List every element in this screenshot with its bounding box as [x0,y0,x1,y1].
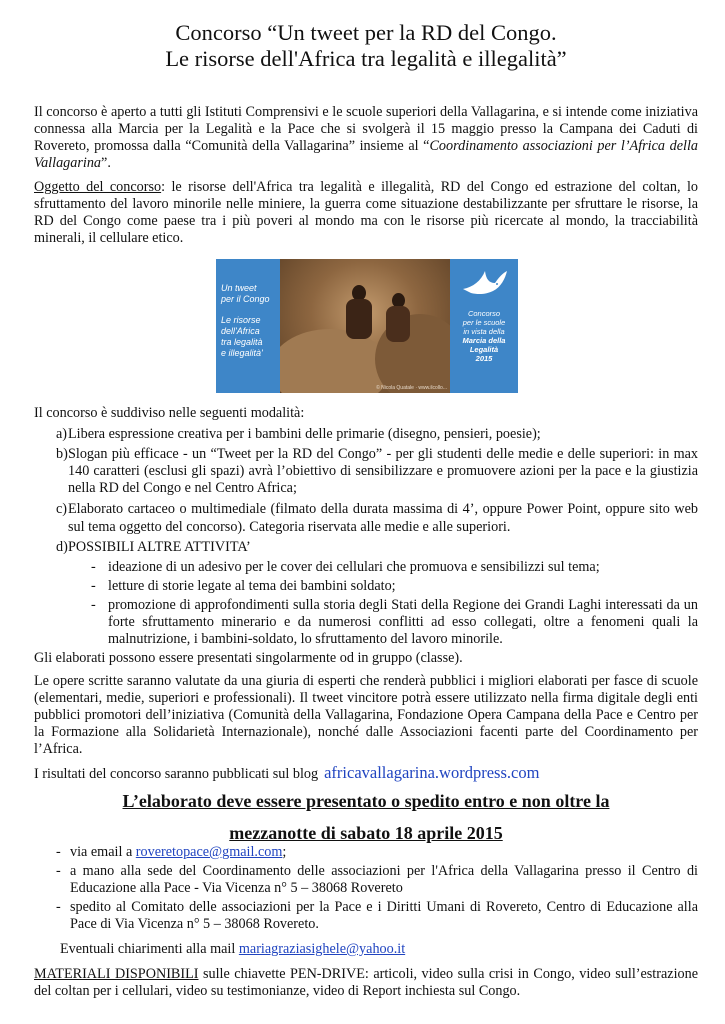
contest-banner [216,259,518,393]
list-item: a) Libera espressione creativa per i bambini delle primarie (disegno, pensieri, poesie); [56,426,541,442]
banner-right-line-5: Legalità [469,345,499,354]
document-page [34,20,698,1000]
banner-left-line-1: Un tweet [221,283,257,293]
banner-left-line-6: e illegalità' [221,348,263,358]
photo-credit: © Nicola Quatale · www.ilcollo... [376,385,447,391]
banner-right-panel [450,259,518,393]
banner-left-line-2: per il Congo [221,294,270,304]
banner-right-line-2: per le scuole [462,318,506,327]
banner-right-line-6: 2015 [475,354,493,363]
attivita-list [34,559,698,648]
blog-link[interactable]: africavallagarina.wordpress.com [324,763,540,782]
title-line-1: Concorso “Un tweet per la RD del Congo. [175,20,557,45]
list-item: - spedito al Comitato delle associazioni per la Pace e i Diritti Umani di Rovereto, Centro di Educazione alla Pace di Via Vicenza n° 5 – 38068 Rovereto. [56,899,698,932]
materiali-text: sulle chiavette PEN-DRIVE: articoli, video sulla crisi in Congo, video sull’estrazione del coltan per i cellulari, video su testimonianze, video di Report inchiesta sul Congo. [34,966,698,999]
list-item: - a mano alla sede del Coordinamento delle associazioni per l'Africa della Vallagarina presso il Centro di Educazione alla Pace - Via Vicenza n° 5 – 38068 Rovereto [56,863,698,896]
list-item: - letture di storie legate al tema dei bambini soldato; [91,578,396,594]
banner-right-line-1: Concorso [467,309,501,318]
giuria-paragraph: Le opere scritte saranno valutate da una giuria di esperti che renderà pubblici i migliori elaborati per fasce di scuole (elementari, medie, superiori e professionali). Il tweet vincitore potrà essere utilizzato nella firma digitale degli enti pubblici promotori dell’iniziativa (Comunità della Vallagarina, Fondazione Opera Campana della Pace e Centro per la Formazione alla Solidarietà Internazionale), nonché dalle Associazioni facenti parte del Coordinamento per l’Africa. [34,673,698,757]
modalita-intro: Il concorso è suddiviso nelle seguenti modalità: [34,405,305,421]
blog-text: I risultati del concorso saranno pubblicati sul blog [34,766,319,782]
chiarimenti-paragraph: Eventuali chiarimenti alla mail mariagraziasighele@yahoo.it [60,941,406,957]
modalita-list [34,426,698,556]
list-item: b) Slogan più efficace - un “Tweet per la RD del Congo” - per gli studenti delle medie e delle superiori: in max 140 caratteri (esclusi gli spazi) avrà l’obiettivo di sensibilizzare e promuovere azioni per la pace e la giustizia nella RD del Congo e nel Centro Africa; [56,446,698,496]
page-title [34,20,698,72]
intro-text: Il concorso è aperto a tutti gli Istituti Comprensivi e le scuole superiori della Vallagarina, e si intende come iniziativa connessa alla Marcia per la Legalità e la Pace che si svolgerà il 15 maggio presso la Campana dei Caduti di Rovereto, promossa dalla “Comunità della Vallagarina” insieme al “ [34,104,698,154]
materiali-label: MATERIALI DISPONIBILI [34,966,199,982]
banner-right-line-3: in vista della [463,327,505,336]
gruppo-paragraph: Gli elaborati possono essere presentati singolarmente od in gruppo (classe). [34,650,463,666]
intro-italic: Coordinamento associazioni per l’Africa della Vallagarina [34,138,698,171]
materiali-paragraph [34,966,698,1000]
dove-icon [459,263,509,303]
invio-list [34,844,698,933]
deadline-line-2: mezzanotte di sabato 18 aprile 2015 [229,823,503,843]
blog-paragraph [34,764,698,783]
list-item: - ideazione di un adesivo per le cover dei cellulari che promuova e sensibilizzi sul tema; [91,559,600,575]
banner-left-line-3: Le risorse [221,315,261,325]
oggetto-text: : le risorse dell'Africa tra legalità e illegalità, RD del Congo ed estrazione del coltan, lo sfruttamento del lavoro minorile nelle miniere, la guerra come situazione destabilizzante per sfruttare le risorse, la RD del Congo come paese tra i più poveri al mondo ma con le risorse più ricercate al mondo, la tracciabilità minerali, il cellulare etico. [34,179,698,246]
list-item: d) POSSIBILI ALTRE ATTIVITA’ [56,539,251,555]
email-link[interactable]: roveretopace@gmail.com [135,844,283,860]
list-item: - via email a roveretopace@gmail.com; [56,844,287,860]
list-item: - promozione di approfondimenti sulla storia degli Stati della Regione dei Grandi Laghi interessati da un forte sfruttamento minerario e da numerosi conflitti ad esso collegati, oltre a fenomeni quali la malnutrizione, i bambini-soldato, lo sfruttamento del lavoro minorile. [91,597,698,647]
banner-right-line-4: Marcia della [462,336,506,345]
deadline-line-1: L’elaborato deve essere presentato o spedito entro e non oltre la [122,791,610,811]
banner-left-panel [216,259,280,393]
mine-photo [280,259,450,393]
oggetto-paragraph [34,179,698,247]
title-line-2: Le risorse dell'Africa tra legalità e illegalità” [165,46,567,71]
banner-left-line-5: tra legalità [221,337,263,347]
list-item: c) Elaborato cartaceo o multimediale (filmato della durata massima di 4’, oppure Power Point, oppure sito web sul tema oggetto del concorso). Categoria riservata alle medie e alle superiori. [56,501,698,535]
contact-email-link[interactable]: mariagraziasighele@yahoo.it [238,941,406,957]
oggetto-label: Oggetto del concorso [34,179,162,195]
intro-paragraph [34,104,698,172]
banner-left-line-4: dell'Africa [221,326,260,336]
intro-end: ”. [101,155,111,171]
